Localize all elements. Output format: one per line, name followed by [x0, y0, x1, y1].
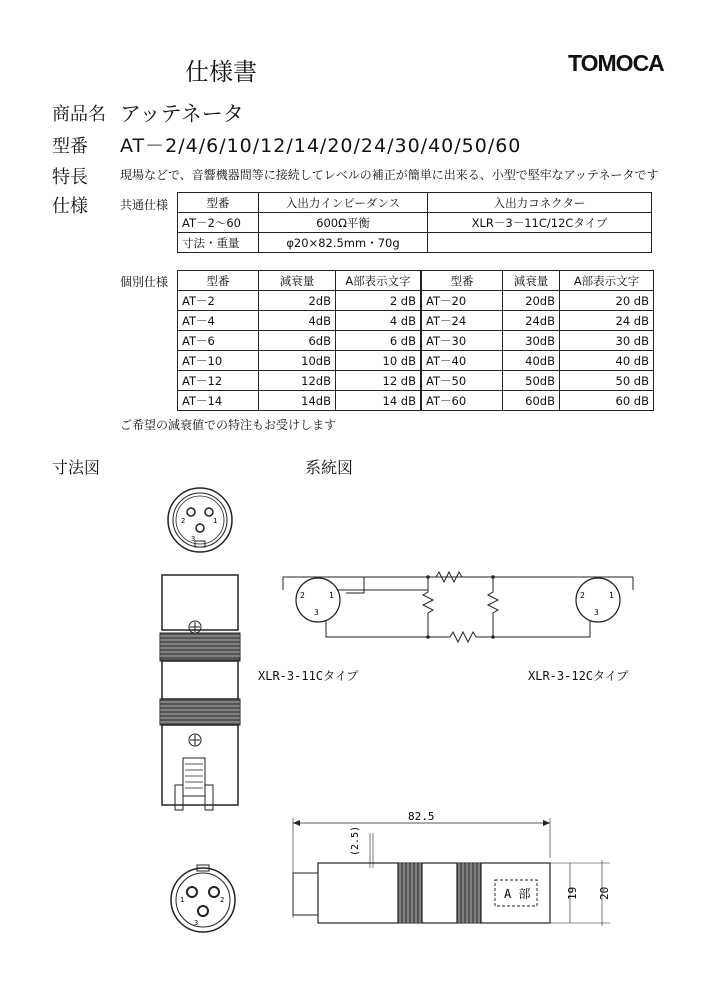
attenuator-side-view: [150, 570, 250, 830]
table-row: 寸法・重量 φ20×82.5mm・70g: [178, 233, 652, 253]
table-row: AT－12 12dB 12 dB AT－50 50dB 50 dB: [178, 371, 654, 391]
table-row: AT－6 6dB 6 dB AT－30 30dB 30 dB: [178, 331, 654, 351]
inner-height-dimension: 19: [566, 886, 579, 900]
pin-label: 1: [329, 591, 334, 600]
spec-label: 仕様: [52, 196, 88, 217]
gap-dimension: (2.5): [350, 825, 361, 856]
svg-text:1: 1: [213, 517, 218, 525]
table-header: 型番 入出力インピーダンス 入出力コネクター: [178, 193, 652, 213]
length-dimension: 82.5: [408, 810, 435, 823]
svg-text:1: 1: [180, 896, 185, 904]
product-name: アッテネータ: [120, 102, 244, 126]
table-row: AT－14 14dB 14 dB AT－60 60dB 60 dB: [178, 391, 654, 411]
a-part-label: A 部: [504, 887, 531, 901]
left-connector-caption: XLR-3-11Cタイプ: [258, 669, 359, 683]
right-connector-caption: XLR-3-12Cタイプ: [528, 669, 629, 683]
connector-back-view: [158, 855, 248, 945]
svg-text:3: 3: [191, 535, 196, 543]
dimension-title: 寸法図: [52, 458, 101, 477]
table-row: AT－2 2dB 2 dB AT－20 20dB 20 dB: [178, 291, 654, 311]
table-row: AT－4 4dB 4 dB AT－24 24dB 24 dB: [178, 311, 654, 331]
outer-height-dimension: 20: [598, 886, 611, 900]
model-label: 型番: [52, 136, 88, 157]
table-row: AT－10 10dB 10 dB AT－40 40dB 40 dB: [178, 351, 654, 371]
pin-label: 1: [609, 591, 614, 600]
page-title: 仕様書: [185, 58, 257, 86]
product-label: 商品名: [52, 104, 106, 125]
custom-order-note: ご希望の減衰値での特注もお受けします: [120, 418, 337, 432]
dimension-drawing: [280, 808, 625, 948]
common-spec-table: [177, 192, 652, 253]
svg-text:2: 2: [181, 517, 186, 525]
brand-logo: TOMOCA: [568, 50, 664, 76]
circuit-diagram: [268, 560, 648, 650]
feature-label: 特長: [52, 167, 88, 188]
pin-label: 2: [580, 591, 585, 600]
individual-spec-table: [177, 270, 654, 411]
common-spec-label: 共通仕様: [120, 198, 169, 212]
pin-label: 2: [300, 591, 305, 600]
pin-label: 3: [594, 608, 599, 617]
connector-front-view: [155, 475, 245, 565]
pin-label: 3: [314, 608, 319, 617]
table-row: AT－2～60 600Ω平衡 XLR－3－11C/12Cタイプ: [178, 213, 652, 233]
system-title: 系統図: [305, 458, 354, 477]
model-value: AT－2/4/6/10/12/14/20/24/30/40/50/60: [120, 135, 522, 157]
svg-text:2: 2: [220, 896, 225, 904]
svg-text:3: 3: [194, 919, 199, 927]
table-header: 型番 減衰量 A部表示文字 型番 減衰量 A部表示文字: [178, 271, 654, 291]
individual-spec-label: 個別仕様: [120, 275, 169, 289]
feature-text: 現場などで、音響機器間等に接続してレベルの補正が簡単に出来る、小型で堅牢なアッテネータです: [120, 168, 659, 182]
